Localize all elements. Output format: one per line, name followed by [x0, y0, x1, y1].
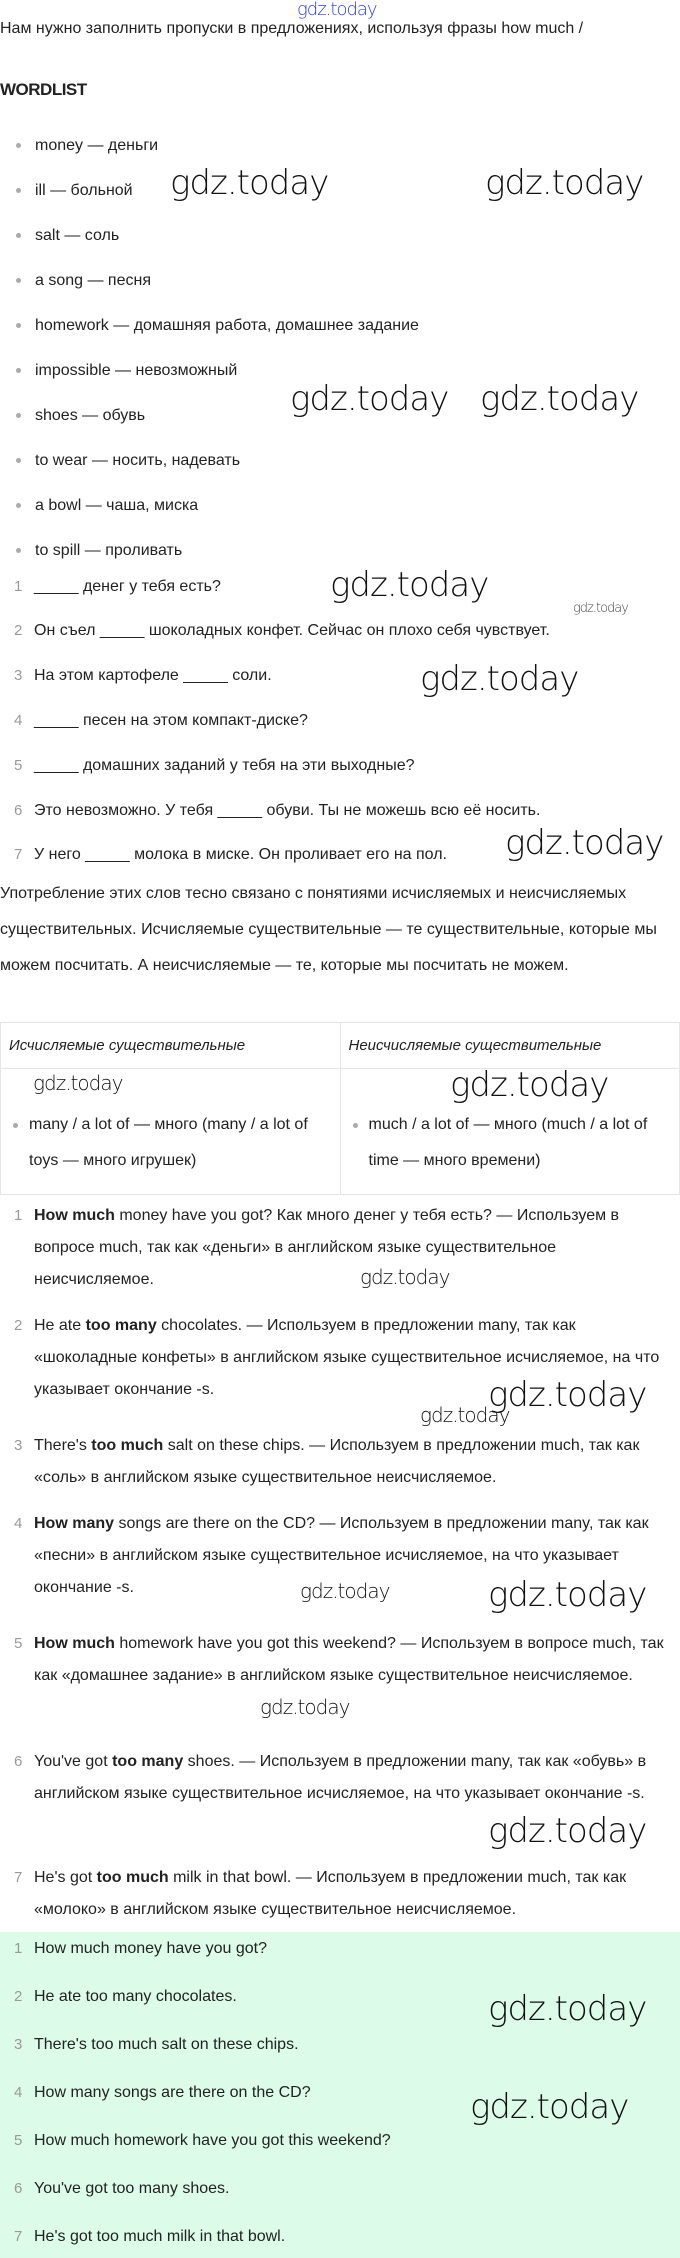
list-item [16, 272, 151, 290]
table-cell-countable [1, 1069, 341, 1195]
explanation-item [14, 1746, 674, 1810]
answer-item [14, 2228, 285, 2246]
list-item-text: money — деньги [35, 137, 159, 154]
explanation-item [14, 1310, 674, 1406]
watermark: gdz.today [300, 1579, 390, 1603]
watermark: gdz.today [488, 1989, 647, 2029]
explanation-text: salt on these chips. — Используем в предложении much, так как «соль» в английском языке существительное неисчисляемое. [34, 1437, 640, 1486]
answer-text: How many songs are there on the CD? [34, 2084, 311, 2101]
bullet-icon [16, 458, 21, 463]
explanation-text: chocolates. — Используем в предложении many, так как «шоколадные конфеты» в английском языке существительное исчисляемое, на что указывает окончание -s. [34, 1317, 660, 1398]
explanation-item [14, 1862, 674, 1926]
explanation-text: He's got [34, 1869, 97, 1886]
watermark: gdz.today [488, 1375, 647, 1415]
answer-phrase: too much [96, 1869, 169, 1886]
question-text: _____ денег у тебя есть? [34, 578, 221, 595]
cell-text: much / a lot of — много (much / a lot of time — много времени) [368, 1116, 648, 1169]
watermark: gdz.today [420, 659, 579, 699]
explanation-text: You've got [34, 1753, 113, 1770]
explanation-text: money have you got? Как много денег у тебя есть? — Используем в вопросе much, так как «деньги» в английском языке существительное неисчисляемое. [34, 1207, 620, 1288]
list-item-text: ill — больной [35, 182, 133, 199]
question-text: _____ домашних заданий у тебя на эти выходные? [34, 757, 415, 774]
explanation-text: milk in that bowl. — Используем в предложении much, так как «молоко» в английском языке существительное неисчисляемое. [34, 1869, 627, 1918]
watermark: gdz.today [450, 1065, 609, 1105]
watermark: gdz.today [480, 379, 639, 419]
explanation-item [14, 1200, 674, 1296]
watermark: gdz.today [170, 163, 329, 203]
item-number: 6 [14, 2180, 23, 2197]
question-item [14, 667, 272, 685]
item-number: 2 [14, 622, 23, 639]
list-item [16, 407, 145, 425]
item-number: 1 [14, 1940, 23, 1957]
list-item-text: homework — домашняя работа, домашнее задание [35, 317, 419, 334]
question-item [14, 802, 540, 820]
item-number: 2 [14, 1988, 23, 2005]
answer-item [14, 2132, 391, 2150]
list-item-text: impossible — невозможный [35, 362, 238, 379]
item-number: 1 [14, 1207, 23, 1224]
list-item [16, 497, 198, 515]
question-text: _____ песен на этом компакт-диске? [34, 712, 308, 729]
watermark: gdz.today [470, 2087, 629, 2127]
wordlist-heading: WORDLIST [0, 80, 87, 99]
intro-text: Нам нужно заполнить пропуски в предложениях, используя фразы how much / [0, 20, 584, 37]
bullet-icon [16, 413, 21, 418]
item-number: 4 [14, 1515, 23, 1532]
bullet-icon [16, 143, 21, 148]
item-number: 5 [14, 1635, 23, 1652]
question-item [14, 622, 550, 640]
answer-phrase: too many [85, 1317, 157, 1334]
list-item-text: salt — соль [35, 227, 120, 244]
answer-item [14, 2180, 229, 2198]
list-item [16, 227, 119, 245]
item-number: 7 [14, 1869, 23, 1886]
item-number: 3 [14, 2036, 23, 2053]
list-item [16, 542, 182, 560]
answer-phrase: too much [91, 1437, 164, 1454]
question-item [14, 712, 308, 730]
answer-text: He's got too much milk in that bowl. [34, 2228, 286, 2245]
bullet-icon [16, 323, 21, 328]
item-number: 5 [14, 2132, 23, 2149]
answer-text: How much money have you got? [34, 1940, 268, 1957]
answer-text: How much homework have you got this weekend? [34, 2132, 391, 2149]
explanation-item [14, 1430, 674, 1494]
bullet-icon [16, 278, 21, 283]
bullet-icon [16, 233, 21, 238]
table-header-uncountable: Неисчисляемые существительные [340, 1023, 680, 1069]
watermark: gdz.today [485, 163, 644, 203]
bullet-icon [353, 1123, 358, 1128]
bullet-icon [13, 1123, 18, 1128]
list-item [16, 182, 133, 200]
list-item [16, 452, 240, 470]
question-text: На этом картофеле _____ соли. [34, 667, 272, 684]
question-item [14, 757, 415, 775]
question-item [14, 846, 447, 864]
item-number: 7 [14, 2228, 23, 2245]
watermark: gdz.today [33, 1071, 123, 1095]
explanation-item [14, 1628, 674, 1692]
list-item-text: a bowl — чаша, миска [35, 497, 199, 514]
item-number: 4 [14, 712, 23, 729]
answer-item [14, 1988, 237, 2006]
question-item [14, 578, 221, 596]
explanation-text: There's [34, 1437, 92, 1454]
item-number: 5 [14, 757, 23, 774]
item-number: 3 [14, 667, 23, 684]
noun-table [0, 1022, 680, 1195]
item-number: 1 [14, 578, 23, 595]
explanation-text: songs are there on the CD? — Используем в предложении many, так как «песни» в английском языке существительное исчисляемое, на что указывает окончание -s. [34, 1515, 649, 1596]
bullet-icon [16, 188, 21, 193]
table-cell-uncountable [340, 1069, 680, 1195]
explanation-text: shoes. — Используем в предложении many, так как «обувь» в английском языке существительное исчисляемое, на что указывает окончание -s. [34, 1753, 647, 1802]
question-text: У него _____ молока в миске. Он проливает его на пол. [34, 846, 447, 863]
answer-phrase: How much [34, 1207, 115, 1224]
answer-item [14, 2036, 299, 2054]
explanation-text: He ate [34, 1317, 86, 1334]
cell-text: many / a lot of — много (many / a lot of toys — много игрушек) [29, 1116, 308, 1169]
list-item [16, 317, 419, 335]
list-item [16, 137, 158, 155]
answer-phrase: too many [112, 1753, 184, 1770]
answer-item [14, 1940, 267, 1958]
answer-text: He ate too many chocolates. [34, 1988, 237, 2005]
explanation-paragraph: Употребление этих слов тесно связано с понятиями исчисляемых и неисчисляемых существительных. Исчисляемые существительные — те существительные, которые мы можем посчитать. А неисчисляемые — те, которые мы посчитать не можем. [0, 885, 657, 974]
item-number: 3 [14, 1437, 23, 1454]
answer-phrase: How many [34, 1515, 115, 1532]
watermark: gdz.today [488, 1811, 647, 1851]
item-number: 6 [14, 802, 23, 819]
item-number: 2 [14, 1317, 23, 1334]
list-item [16, 362, 237, 380]
list-item-text: to wear — носить, надевать [35, 452, 241, 469]
list-item-text: a song — песня [35, 272, 151, 289]
explanation-item [14, 1508, 674, 1604]
explanation-text: homework have you got this weekend? — Используем в вопросе much, так как «домашнее задание» в английском языке существительное неисчисляемое. [34, 1635, 664, 1684]
item-number: 6 [14, 1753, 23, 1770]
bullet-icon [16, 368, 21, 373]
item-number: 7 [14, 846, 23, 863]
list-item-text: shoes — обувь [35, 407, 146, 424]
watermark: gdz.today [488, 1575, 647, 1615]
list-item-text: to spill — проливать [35, 542, 183, 559]
answer-phrase: How much [34, 1635, 115, 1652]
watermark: gdz.today [573, 601, 628, 616]
answer-text: There's too much salt on these chips. [34, 2036, 299, 2053]
watermark: gdz.today [360, 1265, 450, 1289]
bullet-icon [16, 548, 21, 553]
watermark: gdz.today [290, 379, 449, 419]
item-number: 4 [14, 2084, 23, 2101]
answer-text: You've got too many shoes. [34, 2180, 230, 2197]
watermark-logo: gdz.today [297, 0, 377, 20]
watermark: gdz.today [505, 823, 664, 863]
watermark: gdz.today [330, 565, 489, 605]
question-text: Это невозможно. У тебя _____ обуви. Ты не можешь всю её носить. [34, 802, 541, 819]
watermark: gdz.today [420, 1403, 510, 1427]
watermark: gdz.today [260, 1695, 350, 1719]
question-text: Он съел _____ шоколадных конфет. Сейчас он плохо себя чувствует. [34, 622, 550, 639]
table-header-countable: Исчисляемые существительные [1, 1023, 341, 1069]
answers-panel [0, 1932, 680, 2258]
answer-item [14, 2084, 311, 2102]
bullet-icon [16, 503, 21, 508]
